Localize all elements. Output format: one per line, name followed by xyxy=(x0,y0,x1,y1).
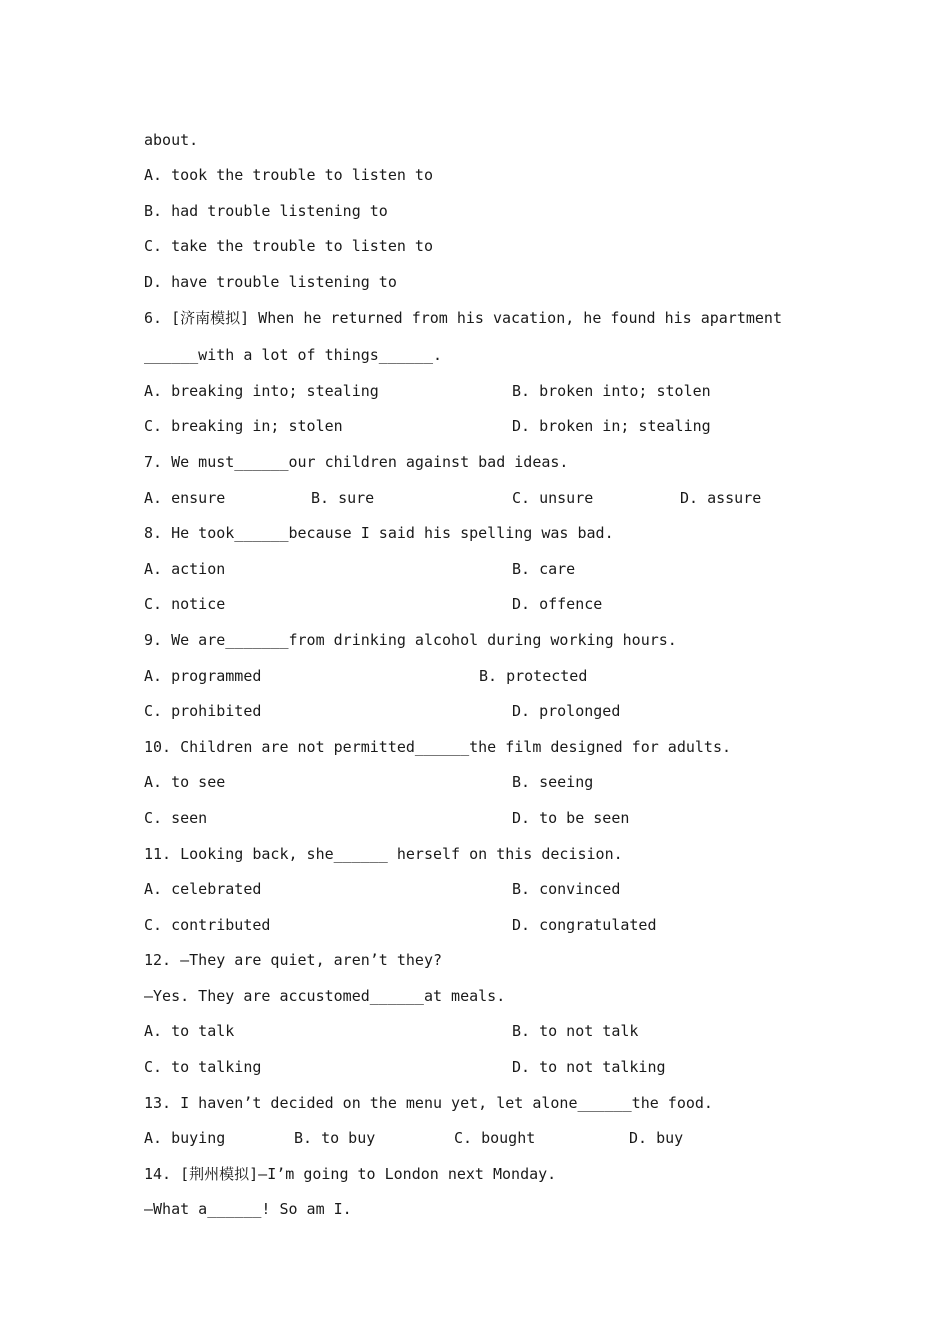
q9-option-c: C. prohibited xyxy=(144,702,262,720)
q10-option-d: D. to be seen xyxy=(512,809,630,827)
q12-stem: 12. —They are quiet, aren’t they? xyxy=(144,951,443,969)
q10-stem: 10. Children are not permitted______the film designed for adults. xyxy=(144,738,731,756)
q5-option-c: C. take the trouble to listen to xyxy=(144,237,433,255)
q7-stem: 7. We must______our children against bad ideas. xyxy=(144,453,569,471)
q6-option-d: D. broken in; stealing xyxy=(512,417,711,435)
q9-stem: 9. We are_______from drinking alcohol during working hours. xyxy=(144,631,677,649)
q6-option-a: A. breaking into; stealing xyxy=(144,382,379,400)
q5-option-d: D. have trouble listening to xyxy=(144,273,397,291)
q8-option-d: D. offence xyxy=(512,595,603,613)
q8-option-c: C. notice xyxy=(144,595,226,613)
q13-option-a: A. buying xyxy=(144,1129,226,1147)
q9-option-d: D. prolonged xyxy=(512,702,621,720)
q11-option-c: C. contributed xyxy=(144,916,271,934)
q8-stem: 8. He took______because I said his spelling was bad. xyxy=(144,524,614,542)
q13-stem: 13. I haven’t decided on the menu yet, let alone______the food. xyxy=(144,1094,713,1112)
q6-option-c: C. breaking in; stolen xyxy=(144,417,343,435)
q14-stem-cont: —What a______! So am I. xyxy=(144,1200,352,1218)
q7-option-d: D. assure xyxy=(680,489,762,507)
q12-option-c: C. to talking xyxy=(144,1058,262,1076)
q11-option-b: B. convinced xyxy=(512,880,621,898)
q9-option-a: A. programmed xyxy=(144,667,262,685)
q10-option-b: B. seeing xyxy=(512,773,594,791)
q7-option-b: B. sure xyxy=(311,489,375,507)
q14-stem: 14. [荆州模拟]—I’m going to London next Monday. xyxy=(144,1165,557,1183)
q13-option-c: C. bought xyxy=(454,1129,536,1147)
q8-option-a: A. action xyxy=(144,560,226,578)
q7-option-c: C. unsure xyxy=(512,489,594,507)
q11-option-d: D. congratulated xyxy=(512,916,657,934)
q5-option-a: A. took the trouble to listen to xyxy=(144,166,433,184)
q10-option-a: A. to see xyxy=(144,773,226,791)
q8-option-b: B. care xyxy=(512,560,576,578)
q12-option-a: A. to talk xyxy=(144,1022,235,1040)
q13-option-b: B. to buy xyxy=(294,1129,376,1147)
q6-stem-cont: ______with a lot of things______. xyxy=(144,346,443,364)
q12-option-b: B. to not talk xyxy=(512,1022,639,1040)
q11-option-a: A. celebrated xyxy=(144,880,262,898)
q12-option-d: D. to not talking xyxy=(512,1058,666,1076)
q9-option-b: B. protected xyxy=(479,667,588,685)
q12-stem-cont: —Yes. They are accustomed______at meals. xyxy=(144,987,506,1005)
q10-option-c: C. seen xyxy=(144,809,208,827)
q11-stem: 11. Looking back, she______ herself on this decision. xyxy=(144,845,623,863)
q13-option-d: D. buy xyxy=(629,1129,684,1147)
q6-stem: 6. [济南模拟] When he returned from his vacation, he found his apartment xyxy=(144,309,782,327)
q7-option-a: A. ensure xyxy=(144,489,226,507)
q5-option-b: B. had trouble listening to xyxy=(144,202,388,220)
continued-text: about. xyxy=(144,131,199,149)
q6-option-b: B. broken into; stolen xyxy=(512,382,711,400)
